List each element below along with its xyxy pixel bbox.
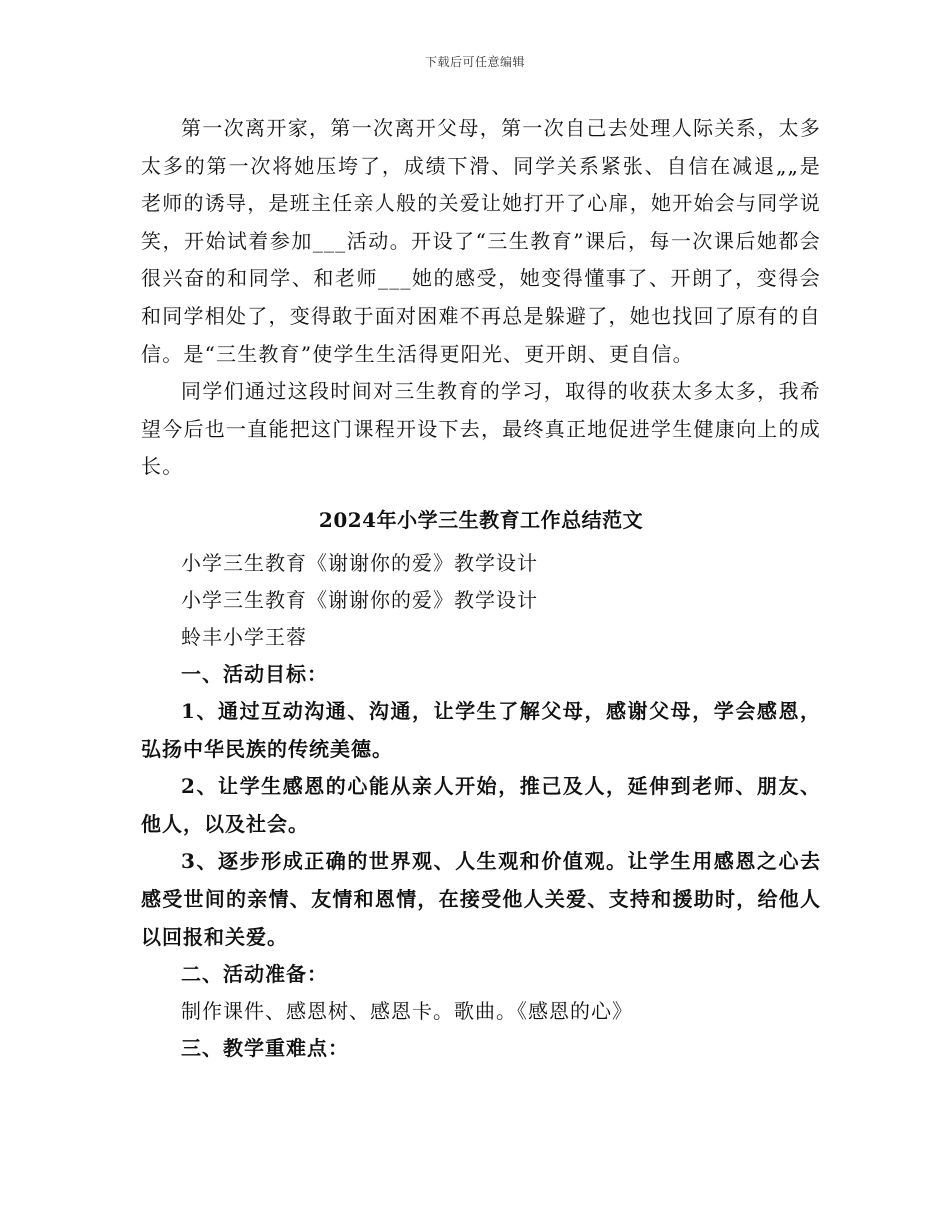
heading-preparation: 二、活动准备： [181, 962, 328, 987]
subtitle-line-1: 小学三生教育《谢谢你的爱》教学设计 [181, 550, 538, 575]
heading-goals: 一、活动目标： [181, 661, 328, 686]
goal-item-2: 2、让学生感恩的心能从亲人开始，推己及人，延伸到老师、朋友、他人，以及社会。 [141, 774, 821, 836]
page-header: 下载后可任意编辑 [424, 55, 525, 69]
heading-key-points: 三、教学重难点： [181, 1036, 349, 1061]
document-body [141, 110, 821, 1067]
goal-item-3: 3、逐步形成正确的世界观、人生观和价值观。让学生用感恩之心去感受世间的亲情、友情和恩情，在接受他人关爱、支持和援助时，给他人以回报和关爱。 [141, 849, 821, 949]
goal-item-1: 1、通过互动沟通、沟通，让学生了解父母，感谢父母，学会感恩，弘扬中华民族的传统美德。 [141, 698, 821, 761]
author-line: 蛉丰小学王蓉 [181, 624, 307, 649]
preparation-text: 制作课件、感恩树、感恩卡。歌曲。《感恩的心》 [181, 999, 633, 1024]
paragraph-2: 同学们通过这段时间对三生教育的学习，取得的收获太多太多，我希望今后也一直能把这门课程开设下去，最终真正地促进学生健康向上的成长。 [141, 379, 821, 479]
subtitle-line-2: 小学三生教育《谢谢你的爱》教学设计 [181, 587, 538, 612]
section-title: 2024年小学三生教育工作总结范文 [318, 507, 644, 532]
paragraph-1: 第一次离开家，第一次离开父母，第一次自己去处理人际关系，太多太多的第一次将她压垮了，成绩下滑、同学关系紧张、自信在减退„„是老师的诱导，是班主任亲人般的关爱让她打开了心扉，她开始会与同学说笑，开始试着参加___活动。开设了“三生教育”课后，每一次课后她都会很兴奋的和同学、和老师___她的感受，她变得懂事了、开朗了，变得会和同学相处了，变得敢于面对困难不再总是躲避了，她也找回了原有的自信。是“三生教育”使学生生活得更阳光、更开朗、更自信。 [141, 116, 821, 366]
